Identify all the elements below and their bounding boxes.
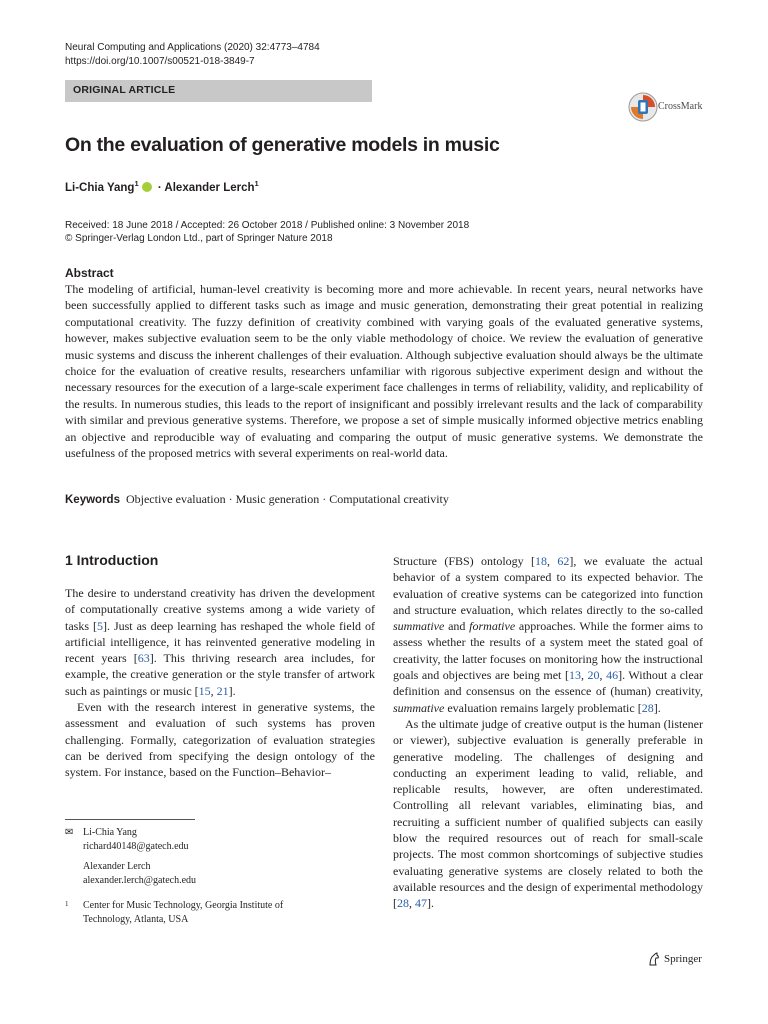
contact-name: Li-Chia Yang [83,827,137,838]
citation-link[interactable]: 63 [137,651,150,666]
paragraph: Even with the research interest in generative systems, the assessment and evaluation of such systems has proven challenging. Formally, categorization of evaluation strategies can be derived from specifying the design ontology of the system. For instance, based on the Function–Behavior– [65,700,375,780]
citation-link[interactable]: 5 [96,618,103,633]
citation-link[interactable]: 47 [415,896,427,911]
citation-link[interactable]: 46 [606,668,619,683]
section-heading: 1 Introduction [65,552,159,568]
citation-link[interactable]: 21 [216,683,229,698]
footnote-divider [65,819,195,820]
contact-email[interactable]: alexander.lerch@gatech.edu [83,874,197,886]
publisher-name: Springer [664,953,702,965]
citation-link[interactable]: 28 [397,896,409,911]
doi-link[interactable]: https://doi.org/10.1007/s00521-018-3849-7 [65,56,255,67]
keywords-label: Keywords [65,494,120,506]
author-affiliation-mark: 1 [254,179,259,188]
author-affiliation-mark: 1 [134,179,139,188]
citation-link[interactable]: 15 [198,683,211,698]
body-column-right [393,553,703,912]
author-separator: · [154,181,165,194]
affiliation [65,899,283,926]
citation-link[interactable]: 13 [568,668,581,683]
paragraph: As the ultimate judge of creative output is the human (listener or viewer), subjective evaluation is generally preferable in generative modeling. The challenges of designing and conducting an experiment leading to valid, reliable, and replicable results, however, are often underestimated. Controlling all relevant variables, eliminating bias, and recruiting a sufficient number of qualified subjects can easily blow the required resources out of reach for small-scale projects. The most common shortcomings of subjective studies evaluating generative systems are closely related to both the available resources and the design of experimental methodology [28, 47]. [393,716,703,911]
citation-link[interactable]: 20 [587,668,600,683]
keywords-list: Objective evaluation · Music generation · Computational creativity [125,492,449,506]
journal-citation: Neural Computing and Applications (2020) 32:4773–4784 [65,42,320,53]
citation-link[interactable]: 62 [557,554,570,568]
affiliation-line: Technology, Atlanta, USA [83,913,189,925]
orcid-icon[interactable] [142,182,152,192]
corresponding-authors [65,826,196,887]
springer-horse-icon [648,952,660,966]
publication-dates: Received: 18 June 2018 / Accepted: 26 October 2018 / Published online: 3 November 2018 [65,220,470,231]
crossmark-label[interactable]: CrossMark [658,101,703,112]
paragraph: The desire to understand creativity has driven the development of computationally creative systems among a wide variety of tasks [5]. Just as deep learning has reshaped the whole field of artificial intelligence, it has reinvented generative modeling in recent years [63]. This thriving research area includes, for example, the creative generation or the style transfer of artwork such as paintings or music [15, 21]. [65,586,376,698]
paragraph: Structure (FBS) ontology [18, 62], we evaluate the actual behavior of a system compared to its expected behavior. The evaluation of creative systems can be categorized into function and structure evaluation, which relates directly to the so-called summative and formative approaches. While the former aims to assess whether the results of a system meet the stated goal of creativity, the latter focuses on monitoring how the instructional goals and objectives are being met [13, 20, 46]. Without a clear definition and consensus on the essence of (human) creativity, summative evaluation remains largely problematic [28]. [393,554,704,715]
citation-link[interactable]: 18 [535,554,548,568]
affiliation-number: 1 [65,900,69,908]
copyright-notice: © Springer-Verlag London Ltd., part of Springer Nature 2018 [65,233,333,244]
abstract-text: The modeling of artificial, human-level creativity is becoming more and more achievable. In recent years, neural networks have been successfully applied to different tasks such as image and music generation, demonstrating their great potential in realizing computational creativity. The fuzzy definition of creativity combined with varying goals of the evaluated generative systems, however, makes subjective evaluation seem to be the only viable methodology of choice. We review the evaluation of generative music systems and discuss the inherent challenges of their evaluation. Although subjective evaluation should always be the ultimate choice for the evaluation of creative results, researchers unfamiliar with rigorous subjective experiment design and without the necessary resources for the execution of a large-scale experiment face challenges in terms of reliability, validity, and replicability of the results. In numerous studies, this leads to the report of insignificant and possibly irrelevant results and the lack of comparability with similar and previous generative systems. Therefore, we propose a set of simple musically informed objective metrics enabling an objective and reproducible way of evaluating and comparing the output of music generative systems. We demonstrate the usefulness of the proposed metrics with several experiments on real-world data. [65,282,703,461]
publisher-logo [648,952,702,966]
article-type-label: ORIGINAL ARTICLE [73,84,176,96]
keywords [65,492,449,507]
citation-link[interactable]: 28 [641,700,654,715]
paper-title: On the evaluation of generative models in music [65,134,500,156]
affiliation-line: Center for Music Technology, Georgia Institute of [83,900,284,911]
author-name[interactable]: Li-Chia Yang [65,181,135,194]
author-name[interactable]: Alexander Lerch [164,181,255,194]
body-column-left [65,585,375,781]
abstract-heading: Abstract [65,266,114,280]
envelope-icon: ✉ [65,827,74,838]
crossmark-icon [628,92,658,122]
contact-email[interactable]: richard40148@gatech.edu [83,840,189,852]
contact-name: Alexander Lerch [83,861,151,872]
author-list [65,179,259,194]
